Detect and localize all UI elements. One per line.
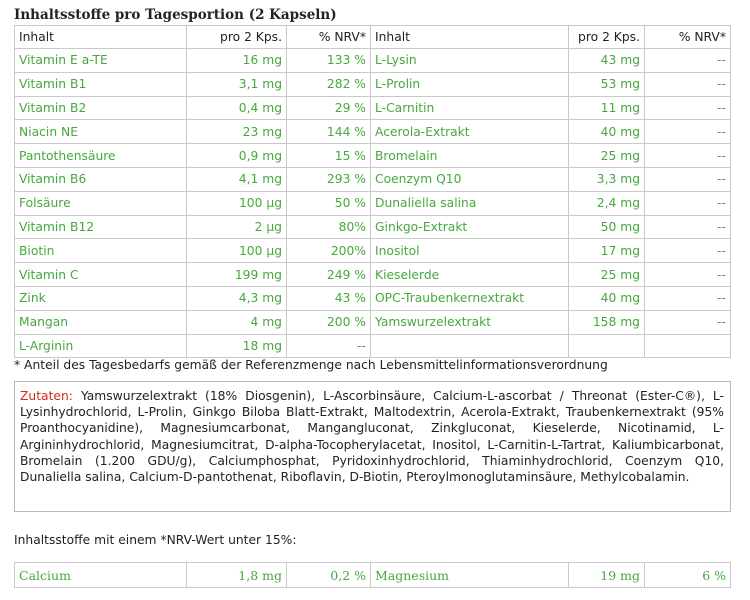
nutrient-nrv-right bbox=[645, 334, 731, 358]
low-nrv-name: Calcium bbox=[15, 563, 187, 588]
header-inhalt-2: Inhalt bbox=[371, 26, 569, 49]
table-row bbox=[15, 144, 731, 168]
table-row bbox=[15, 310, 731, 334]
nutrient-nrv-left: 133 % bbox=[287, 49, 371, 73]
nutrient-amount-right: 2,4 mg bbox=[569, 191, 645, 215]
nutrient-name-left: Biotin bbox=[15, 239, 187, 263]
low-nrv-percent: 0,2 % bbox=[287, 563, 371, 588]
nutrient-name-left: Vitamin B1 bbox=[15, 72, 187, 96]
nutrient-amount-left: 16 mg bbox=[187, 49, 287, 73]
nutrient-name-right: L-Prolin bbox=[371, 72, 569, 96]
table-row bbox=[15, 120, 731, 144]
nutrient-nrv-right: -- bbox=[645, 239, 731, 263]
nutrient-nrv-right: -- bbox=[645, 310, 731, 334]
nutrient-nrv-left: 50 % bbox=[287, 191, 371, 215]
nutrient-name-right bbox=[371, 334, 569, 358]
nutrient-nrv-left: -- bbox=[287, 334, 371, 358]
nutrient-name-right: Inositol bbox=[371, 239, 569, 263]
header-inhalt: Inhalt bbox=[15, 26, 187, 49]
nutrient-name-left: L-Arginin bbox=[15, 334, 187, 358]
nutrient-table bbox=[14, 25, 731, 358]
nutrient-nrv-right: -- bbox=[645, 144, 731, 168]
nutrient-name-left: Vitamin B12 bbox=[15, 215, 187, 239]
header-nrv: % NRV* bbox=[287, 26, 371, 49]
nutrient-amount-left: 100 µg bbox=[187, 191, 287, 215]
nutrient-amount-left: 2 µg bbox=[187, 215, 287, 239]
nutrient-amount-right bbox=[569, 334, 645, 358]
nutrient-nrv-left: 144 % bbox=[287, 120, 371, 144]
nutrient-amount-right: 53 mg bbox=[569, 72, 645, 96]
header-amount-2: pro 2 Kps. bbox=[569, 26, 645, 49]
table-row bbox=[15, 215, 731, 239]
nutrient-nrv-left: 43 % bbox=[287, 286, 371, 310]
nutrient-amount-right: 17 mg bbox=[569, 239, 645, 263]
nutrient-name-left: Vitamin E a-TE bbox=[15, 49, 187, 73]
nutrient-nrv-right: -- bbox=[645, 191, 731, 215]
nutrient-amount-left: 199 mg bbox=[187, 263, 287, 287]
page-title: Inhaltsstoffe pro Tagesportion (2 Kapseln) bbox=[14, 7, 337, 23]
nutrient-name-right: Coenzym Q10 bbox=[371, 167, 569, 191]
nutrient-amount-left: 0,9 mg bbox=[187, 144, 287, 168]
nutrient-name-right: Bromelain bbox=[371, 144, 569, 168]
nutrient-amount-left: 23 mg bbox=[187, 120, 287, 144]
nutrient-nrv-left: 282 % bbox=[287, 72, 371, 96]
nutrient-name-left: Vitamin C bbox=[15, 263, 187, 287]
nutrient-amount-right: 43 mg bbox=[569, 49, 645, 73]
table-row bbox=[15, 49, 731, 73]
nrv-footnote: * Anteil des Tagesbedarfs gemäß der Referenzmenge nach Lebensmittelinformationsverordnung bbox=[14, 358, 608, 372]
nutrient-nrv-left: 249 % bbox=[287, 263, 371, 287]
nutrient-name-left: Vitamin B2 bbox=[15, 96, 187, 120]
nutrient-nrv-right: -- bbox=[645, 96, 731, 120]
nutrient-name-right: Acerola-Extrakt bbox=[371, 120, 569, 144]
nutrient-amount-right: 11 mg bbox=[569, 96, 645, 120]
nutrient-nrv-left: 200 % bbox=[287, 310, 371, 334]
nutrient-amount-left: 3,1 mg bbox=[187, 72, 287, 96]
nutrient-name-right: OPC-Traubenkernextrakt bbox=[371, 286, 569, 310]
nutrient-nrv-right: -- bbox=[645, 215, 731, 239]
table-row bbox=[15, 167, 731, 191]
nutrient-nrv-right: -- bbox=[645, 263, 731, 287]
ingredients-box bbox=[14, 381, 731, 512]
table-row bbox=[15, 563, 731, 588]
nutrient-name-right: L-Carnitin bbox=[371, 96, 569, 120]
nutrient-name-left: Niacin NE bbox=[15, 120, 187, 144]
ingredients-label: Zutaten: bbox=[20, 389, 73, 403]
table-row bbox=[15, 191, 731, 215]
nutrient-amount-right: 25 mg bbox=[569, 263, 645, 287]
nutrient-amount-right: 40 mg bbox=[569, 120, 645, 144]
nutrient-name-left: Pantothensäure bbox=[15, 144, 187, 168]
low-nrv-percent-2: 6 % bbox=[645, 563, 731, 588]
nutrient-name-right: Yamswurzelextrakt bbox=[371, 310, 569, 334]
table-row bbox=[15, 263, 731, 287]
nutrient-nrv-left: 15 % bbox=[287, 144, 371, 168]
nutrient-nrv-left: 293 % bbox=[287, 167, 371, 191]
nutrient-name-left: Vitamin B6 bbox=[15, 167, 187, 191]
nutrient-amount-right: 158 mg bbox=[569, 310, 645, 334]
nutrient-nrv-right: -- bbox=[645, 72, 731, 96]
table-row bbox=[15, 286, 731, 310]
nutrient-amount-left: 18 mg bbox=[187, 334, 287, 358]
low-nrv-heading: Inhaltsstoffe mit einem *NRV-Wert unter 15%: bbox=[14, 533, 297, 547]
header-nrv-2: % NRV* bbox=[645, 26, 731, 49]
nutrient-nrv-left: 80% bbox=[287, 215, 371, 239]
table-row bbox=[15, 334, 731, 358]
table-row bbox=[15, 96, 731, 120]
header-amount: pro 2 Kps. bbox=[187, 26, 287, 49]
nutrient-name-left: Folsäure bbox=[15, 191, 187, 215]
nutrient-amount-left: 100 µg bbox=[187, 239, 287, 263]
nutrient-nrv-left: 29 % bbox=[287, 96, 371, 120]
table-row bbox=[15, 72, 731, 96]
ingredients-text: Yamswurzelextrakt (18% Diosgenin), L-Ascorbinsäure, Calcium-L-ascorbat / Threonat (Ester-C®), L-Lysinhydrochlorid, L-Prolin, Ginkgo Biloba Blatt-Extrakt, Maltodextrin, Acerola-Extrakt, Traubenkernextrakt (95% Proanthocyanidine), Magnesiumcarbonat, Mangangluconat, Zinkgluconat, Kieselerde, Nicotinamid, L-Argininhydrochlorid, Magnesiumcitrat, D-alpha-Tocopherylacetat, Inositol, L-Carnitin-L-Tartrat, Kaliumbicarbonat, Bromelain (1.200 GDU/g), Calciumphosphat, Pyridoxinhydrochlorid, Thiaminhydrochlorid, Coenzym Q10, Dunaliella salina, Calcium-D-pantothenat, Riboflavin, D-Biotin, Pteroylmonoglutaminsäure, Methylcobalamin. bbox=[20, 389, 724, 485]
nutrient-nrv-left: 200% bbox=[287, 239, 371, 263]
nutrient-amount-right: 3,3 mg bbox=[569, 167, 645, 191]
nutrient-amount-right: 50 mg bbox=[569, 215, 645, 239]
nutrient-nrv-right: -- bbox=[645, 49, 731, 73]
nutrient-amount-right: 40 mg bbox=[569, 286, 645, 310]
table-row bbox=[15, 239, 731, 263]
low-nrv-amount: 1,8 mg bbox=[187, 563, 287, 588]
nutrient-name-right: L-Lysin bbox=[371, 49, 569, 73]
low-nrv-table bbox=[14, 562, 731, 588]
nutrient-name-right: Ginkgo-Extrakt bbox=[371, 215, 569, 239]
table-header-row bbox=[15, 26, 731, 49]
low-nrv-name-2: Magnesium bbox=[371, 563, 569, 588]
nutrient-amount-left: 4,1 mg bbox=[187, 167, 287, 191]
nutrient-amount-right: 25 mg bbox=[569, 144, 645, 168]
nutrient-name-left: Zink bbox=[15, 286, 187, 310]
nutrient-amount-left: 4 mg bbox=[187, 310, 287, 334]
low-nrv-amount-2: 19 mg bbox=[569, 563, 645, 588]
nutrient-amount-left: 0,4 mg bbox=[187, 96, 287, 120]
nutrient-name-left: Mangan bbox=[15, 310, 187, 334]
nutrient-name-right: Kieselerde bbox=[371, 263, 569, 287]
nutrient-name-right: Dunaliella salina bbox=[371, 191, 569, 215]
nutrient-nrv-right: -- bbox=[645, 167, 731, 191]
nutrient-nrv-right: -- bbox=[645, 286, 731, 310]
nutrient-nrv-right: -- bbox=[645, 120, 731, 144]
nutrient-amount-left: 4,3 mg bbox=[187, 286, 287, 310]
